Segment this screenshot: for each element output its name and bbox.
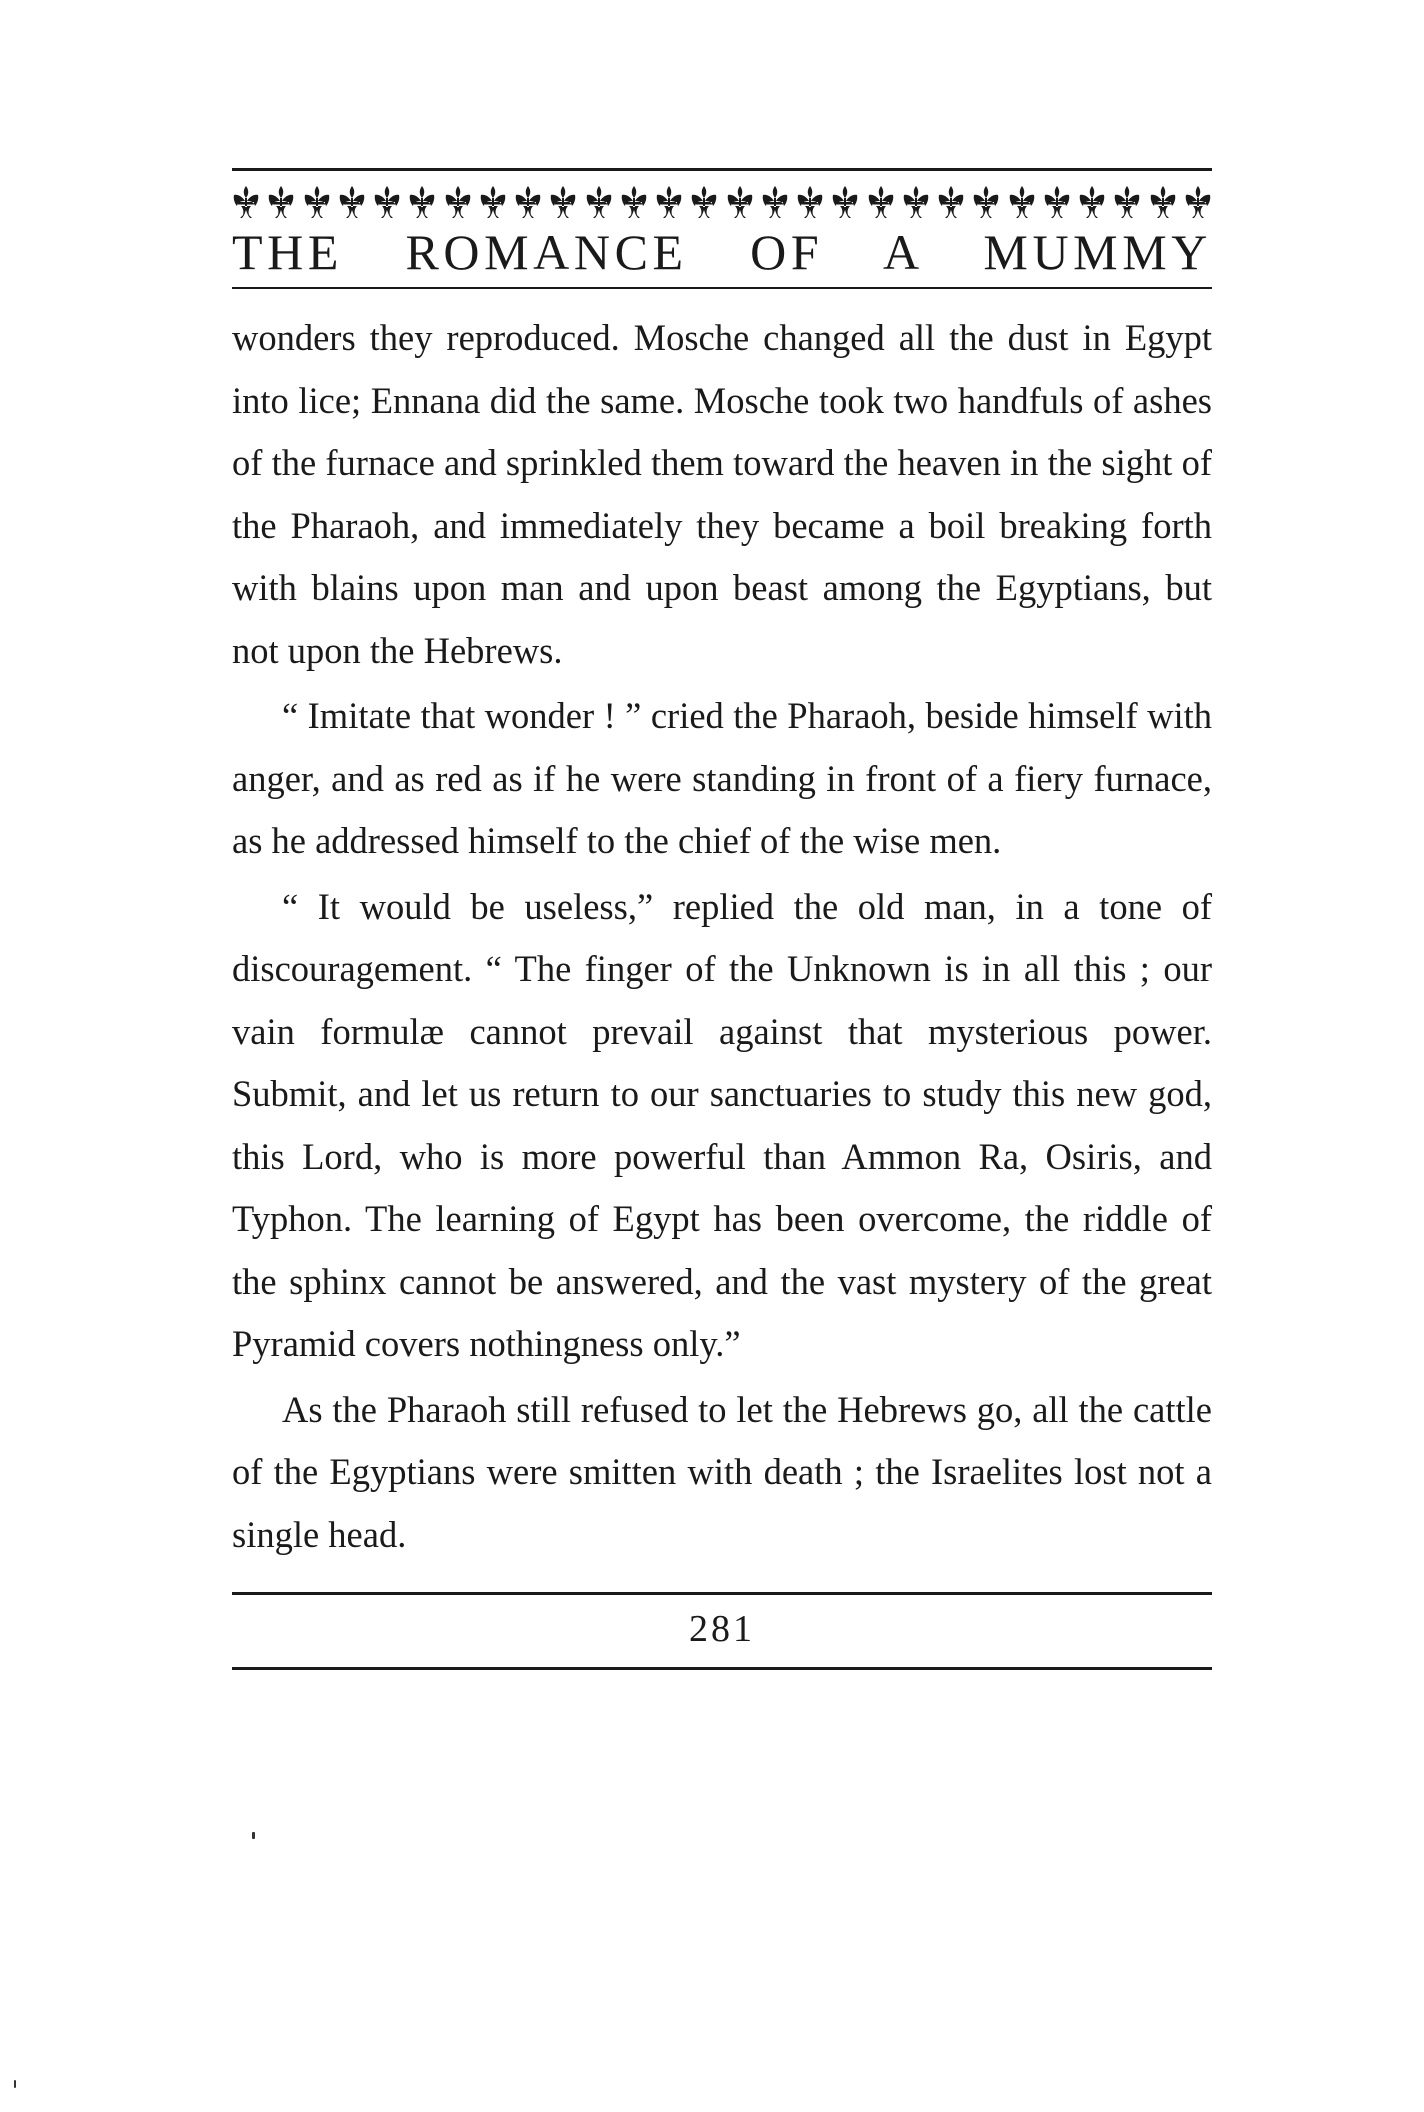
paper-speck xyxy=(252,1832,255,1839)
fleur-de-lis-icon xyxy=(831,185,859,219)
fleur-de-lis-icon xyxy=(1113,185,1141,219)
paragraph: “ It would be useless,” replied the old man, in a tone of discouragement. “ The finger of the Unknown is in all this ; our vain formulæ cannot prevail against that mysterious power. Submit, and let us return to our sanctuaries to study this new god, this Lord, who is more powerful than Ammon Ra, Osiris, and Typhon. The learning of Egypt has been overcome, the riddle of the sphinx cannot be answered, and the vast mystery of the great Pyramid covers nothingness only.” xyxy=(232,885,1212,1364)
fleur-de-lis-icon xyxy=(408,185,436,219)
fleur-de-lis-icon xyxy=(761,185,789,219)
fleur-de-lis-icon xyxy=(655,185,683,219)
fleur-de-lis-icon xyxy=(514,185,542,219)
paragraph: As the Pharaoh still refused to let the Hebrews go, all the cattle of the Egyptians were smitten with death ; the Israelites lost not a single head. xyxy=(232,1388,1212,1555)
fleur-de-lis-icon xyxy=(972,185,1000,219)
running-head: THE ROMANCE OF A MUMMY xyxy=(232,224,1212,280)
paragraph: wonders they reproduced. Mosche changed all the dust in Egypt into lice; Ennana did the same. Mosche took two handfuls of ashes of the furnace and sprinkled them toward the heaven in the sight of the Pharaoh, and immediately they became a boil breaking forth with blains upon man and upon beast among the Egyptians, but not upon the Hebrews. xyxy=(232,317,1212,671)
fleur-de-lis-icon xyxy=(585,185,613,219)
fleur-de-lis-icon xyxy=(1078,185,1106,219)
fleur-de-lis-icon xyxy=(902,185,930,219)
fleur-de-lis-icon xyxy=(479,185,507,219)
page-number: 281 xyxy=(689,1608,755,1650)
header-rule xyxy=(232,287,1212,289)
fleur-de-lis-icon xyxy=(267,185,295,219)
fleur-de-lis-icon xyxy=(1184,185,1212,219)
fleur-de-lis-icon xyxy=(338,185,366,219)
footer-rule-top xyxy=(232,1592,1212,1595)
top-rule xyxy=(232,168,1212,171)
book-page xyxy=(232,168,1212,1670)
paragraph: “ Imitate that wonder ! ” cried the Pharaoh, beside himself with anger, and as red as if he were standing in front of a fiery furnace, as he addressed himself to the chief of the wise men. xyxy=(232,695,1212,861)
footer-rule-bottom xyxy=(232,1667,1212,1670)
fleur-de-lis-icon xyxy=(232,185,260,219)
fleur-de-lis-icon xyxy=(690,185,718,219)
fleur-de-lis-icon xyxy=(444,185,472,219)
fleur-de-lis-icon xyxy=(620,185,648,219)
paper-speck xyxy=(14,2080,16,2088)
fleur-de-lis-icon xyxy=(1043,185,1071,219)
ornament-band xyxy=(232,185,1212,219)
fleur-de-lis-icon xyxy=(726,185,754,219)
fleur-de-lis-icon xyxy=(373,185,401,219)
fleur-de-lis-icon xyxy=(1149,185,1177,219)
fleur-de-lis-icon xyxy=(549,185,577,219)
fleur-de-lis-icon xyxy=(303,185,331,219)
fleur-de-lis-icon xyxy=(796,185,824,219)
fleur-de-lis-icon xyxy=(1008,185,1036,219)
fleur-de-lis-icon xyxy=(867,185,895,219)
body-text xyxy=(232,307,1212,1566)
fleur-de-lis-icon xyxy=(937,185,965,219)
